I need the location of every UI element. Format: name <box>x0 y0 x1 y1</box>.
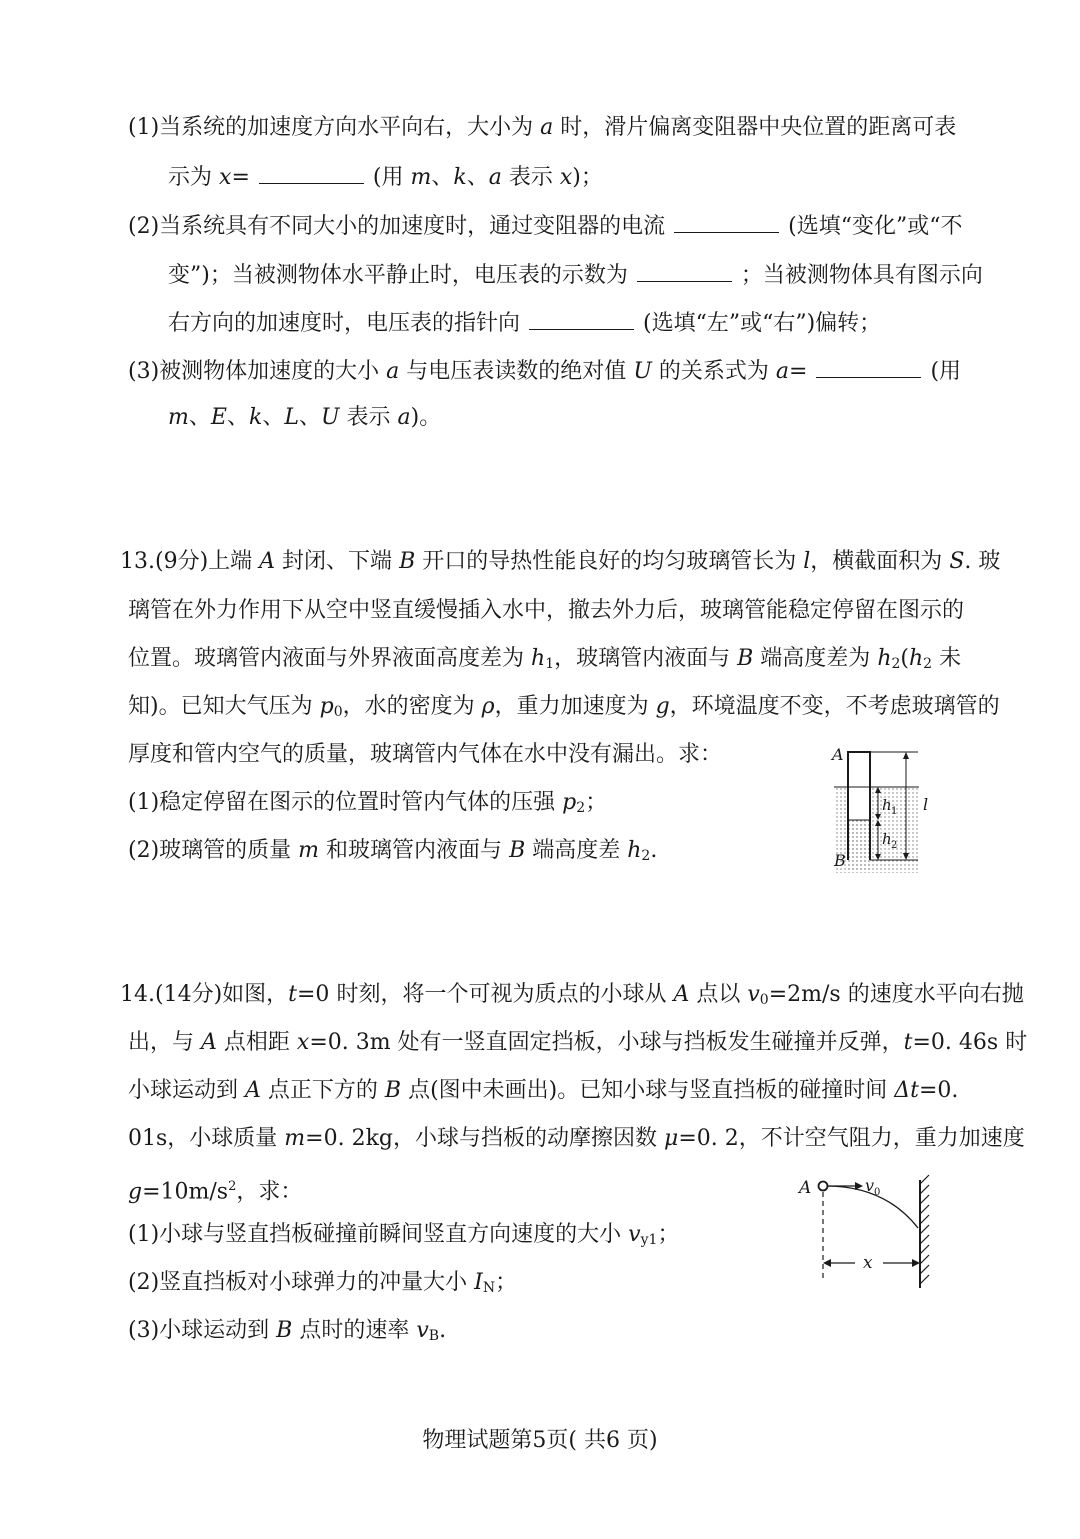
label-b: B <box>834 851 846 870</box>
label-h1: h <box>882 796 892 814</box>
tube-figure <box>820 740 945 875</box>
answer-blank-4[interactable] <box>529 307 634 330</box>
q14-line3: 小球运动到 A 点正下方的 B 点(图中未画出)。已知小球与竖直挡板的碰撞时间 Δt=0. <box>128 1078 959 1103</box>
q14-part2: (2)竖直挡板对小球弹力的冲量大小 $I_N$； <box>128 1270 518 1296</box>
q14-line4: 01s，小球质量 m=0. 2kg，小球与挡板的动摩擦因数 μ=0. 2，不计空气阻力，重力加速度 <box>128 1126 1025 1151</box>
tube-air <box>848 752 870 820</box>
q13-part2: (2)玻璃管的质量 m 和玻璃管内液面与 B 端高度差 $h_2$. <box>128 838 658 864</box>
label-a: A <box>799 1178 812 1198</box>
answer-blank-1[interactable] <box>259 161 364 184</box>
q12-part2-line1: (2)当系统具有不同大小的加速度时，通过变阻器的电流 (选填“变化”或“不 <box>128 210 963 242</box>
answer-blank-3[interactable] <box>637 259 732 282</box>
q14-part1: (1)小球与竖直挡板碰撞前瞬间竖直方向速度的大小 $v_{y1}$； <box>128 1222 680 1248</box>
label-v-sub: 0 <box>874 1187 881 1198</box>
q12-part1-line1: (1)当系统的加速度方向水平向右，大小为 a 时，滑片偏离变阻器中央位置的距离可表 <box>128 115 957 140</box>
label-l: l <box>923 795 929 814</box>
wall-hatching <box>920 1175 929 1284</box>
q13-line1: 13.(9分)上端 A 封闭、下端 B 开口的导热性能良好的均匀玻璃管长为 l，横截面积为 S. 玻 <box>120 549 1001 574</box>
q12-part3-line1: (3)被测物体加速度的大小 a 与电压表读数的绝对值 U 的关系式为 a= (用 <box>128 355 961 387</box>
label-h1-sub: 1 <box>891 806 898 817</box>
q13-part1: (1)稳定停留在图示的位置时管内气体的压强 $p_2$； <box>128 790 608 816</box>
q12-part1-line2: 示为 x= (用 m、k、a 表示 x)； <box>168 161 603 193</box>
ball <box>819 1182 828 1191</box>
label-h2-sub: 2 <box>891 840 898 851</box>
q13-line2: 璃管在外力作用下从空中竖直缓慢插入水中，撤去外力后，玻璃管能稳定停留在图示的 <box>128 598 965 623</box>
q14-line1: 14.(14分)如图，t=0 时刻，将一个可视为质点的小球从 A 点以 $v_0=2m/s$ 的速度水平向右抛 <box>120 982 1024 1008</box>
q13-line5: 厚度和管内空气的质量，玻璃管内气体在水中没有漏出。求： <box>128 742 723 767</box>
label-a: A <box>832 745 844 764</box>
answer-blank-5[interactable] <box>816 355 921 378</box>
page-footer: 物理试题第5页( 共6 页) <box>422 1428 658 1453</box>
q13-line4: 知)。已知大气压为 $p_0$，水的密度为 ρ，重力加速度为 g，环境温度不变，不考虑玻璃管的 <box>128 694 1000 720</box>
label-h2: h <box>882 830 892 848</box>
answer-blank-2[interactable] <box>674 210 779 233</box>
q12-part3-line2: m、E、k、L、U 表示 a)。 <box>168 405 442 430</box>
q14-part3: (3)小球运动到 B 点时的速率 $v_B$. <box>128 1318 447 1344</box>
q14-line2: 出，与 A 点相距 x=0. 3m 处有一竖直固定挡板，小球与挡板发生碰撞并反弹，t=0. 46s 时 <box>128 1030 1028 1055</box>
q12-part2-line2: 变”)；当被测物体水平静止时，电压表的示数为 ；当被测物体具有图示向 <box>168 259 983 291</box>
q12-part2-line3: 右方向的加速度时，电压表的指针向 (选填“左”或“右”)偏转； <box>168 307 881 339</box>
q14-line5: $g=10m/s^2$，求： <box>128 1179 303 1205</box>
q13-line3: 位置。玻璃管内液面与外界液面高度差为 $h_1$，玻璃管内液面与 B 端高度差为 $h_2(h_2$ 未 <box>128 646 962 672</box>
projectile-figure <box>795 1170 945 1295</box>
inner-water <box>848 820 870 872</box>
label-x: x <box>863 1253 873 1273</box>
label-v: v <box>865 1176 875 1195</box>
